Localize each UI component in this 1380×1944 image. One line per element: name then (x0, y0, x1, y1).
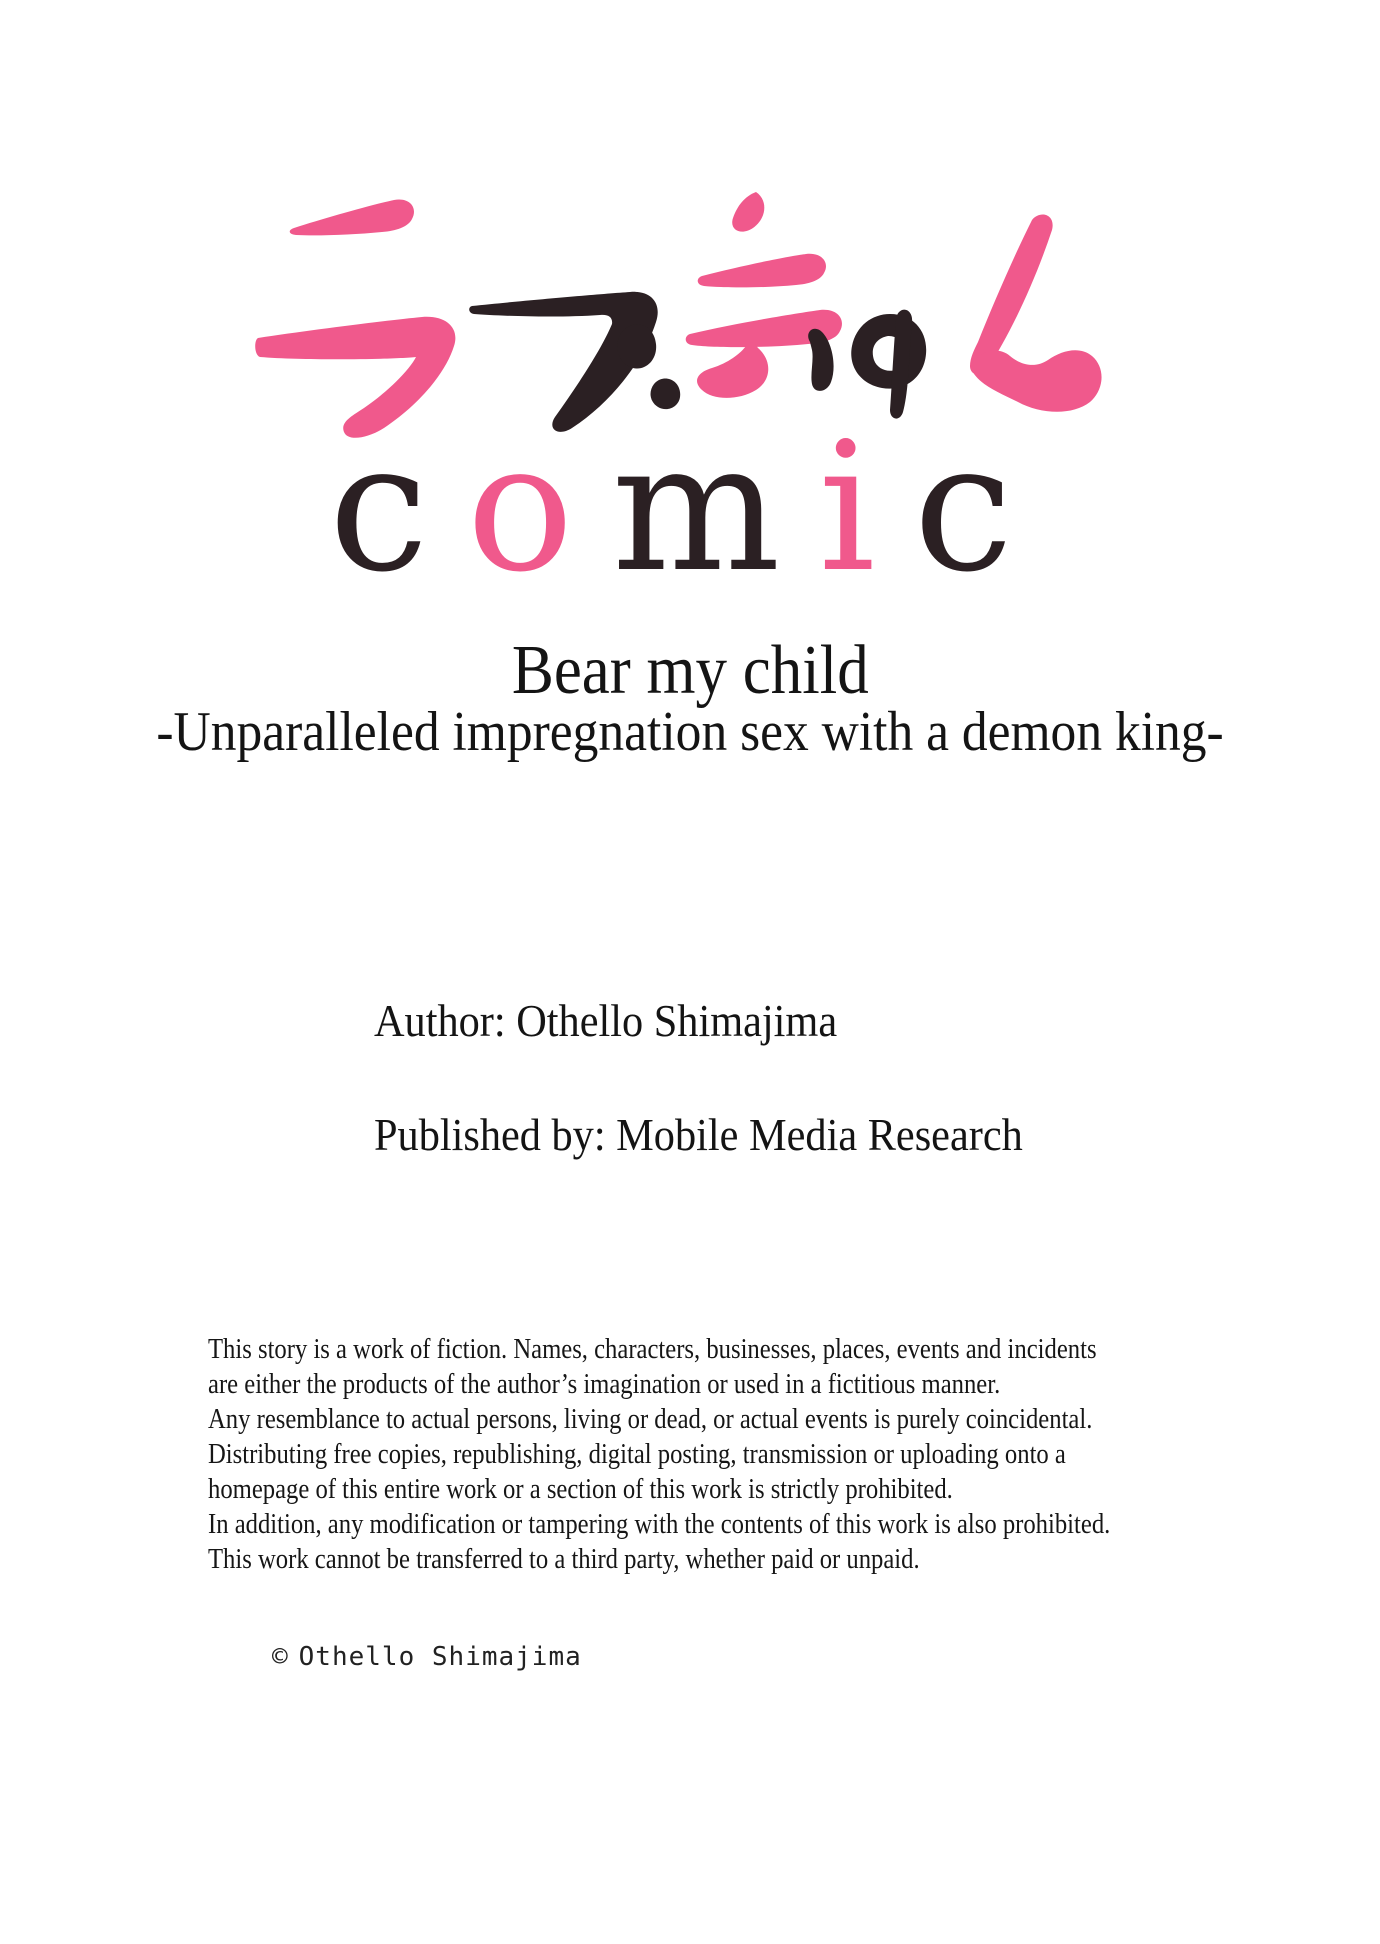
wordmark-letter: m (611, 404, 819, 611)
disclaimer-line: This work cannot be transferred to a third party, whether paid or unpaid. (208, 1543, 920, 1575)
page-subtitle: -Unparalleled impregnation sex with a demon king- (156, 701, 1224, 763)
copyright-line (272, 1642, 582, 1673)
copyright-holder: Othello Shimajima (298, 1642, 582, 1672)
disclaimer-line: This story is a work of fiction. Names, characters, businesses, places, events and incidents (208, 1333, 1097, 1365)
disclaimer-line: In addition, any modification or tampering with the contents of this work is also prohibited. (208, 1508, 1111, 1540)
author-text: Author: Othello Shimajima (374, 995, 838, 1046)
title-row (0, 632, 1380, 709)
logo-wordmark (0, 404, 1380, 611)
copyright-symbol: © (272, 1642, 289, 1672)
kana-n (970, 215, 1102, 412)
dakuten-drop (617, 324, 656, 368)
publisher-text: Published by: Mobile Media Research (374, 1109, 1023, 1160)
page-title: Bear my child (511, 632, 869, 709)
author-line (374, 995, 877, 1046)
disclaimer-line: homepage of this entire work or a section of this work is strictly prohibited. (208, 1473, 953, 1505)
disclaimer-line: Distributing free copies, republishing, digital posting, transmission or uploading onto a (208, 1438, 1066, 1470)
publisher-line (374, 1109, 1079, 1160)
wordmark-letter: o (466, 404, 612, 611)
subtitle-row (0, 701, 1380, 763)
kana-ra (255, 199, 455, 437)
wordmark-letter: c (328, 404, 467, 611)
wordmark-letter: i (818, 404, 914, 611)
disclaimer-line: are either the products of the author’s imagination or used in a fictitious manner. (208, 1368, 1001, 1400)
disclaimer-line: Any resemblance to actual persons, living or dead, or actual events is purely coincidental. (208, 1403, 1093, 1435)
wordmark-letter: c (913, 404, 1052, 611)
disclaimer-block (208, 1332, 1110, 1577)
